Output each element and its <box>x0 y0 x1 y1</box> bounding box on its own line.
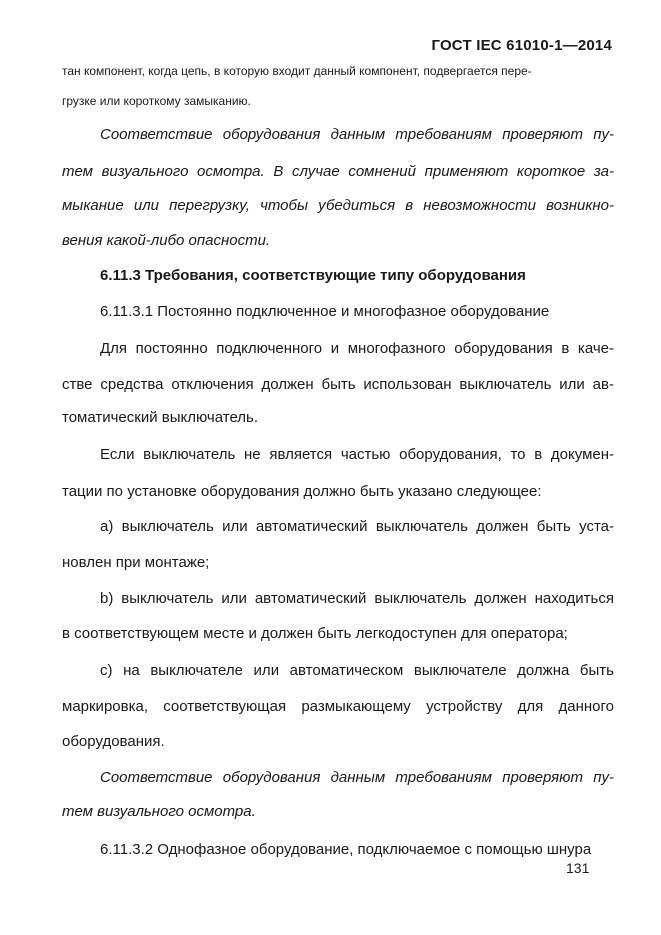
list-item-a: a) выключатель или автоматический выключатель должен быть уста- <box>100 518 614 535</box>
text-line: тан компонент, когда цепь, в которую входит данный компонент, подвергается пере- <box>62 64 532 78</box>
list-item-c: c) на выключателе или автоматическом выключателе должна быть <box>100 662 614 679</box>
text-line: вения какой-либо опасности. <box>62 232 271 249</box>
page-number: 131 <box>566 860 590 876</box>
standard-designation: ГОСТ IEC 61010-1—2014 <box>431 37 612 54</box>
subsection-heading: 6.11.3.1 Постоянно подключенное и многофазное оборудование <box>100 303 550 320</box>
list-item-b: b) выключатель или автоматический выключатель должен находиться <box>100 590 614 607</box>
text-line: в соответствующем месте и должен быть легкодоступен для оператора; <box>62 625 568 642</box>
text-line: тации по установке оборудования должно быть указано следующее: <box>62 483 542 500</box>
subsection-heading: 6.11.3.2 Однофазное оборудование, подключаемое с помощью шнура <box>100 841 592 858</box>
text-line: новлен при монтаже; <box>62 554 210 571</box>
text-line: Для постоянно подключенного и многофазного оборудования в каче- <box>100 340 614 357</box>
text-line: Соответствие оборудования данным требованиям проверяют пу- <box>100 126 614 143</box>
text-line: тем визуального осмотра. <box>62 803 256 820</box>
text-line: тем визуального осмотра. В случае сомнений применяют короткое за- <box>62 163 614 180</box>
text-line: маркировка, соответствующая размыкающему устройству для данного <box>62 698 614 715</box>
text-line: Соответствие оборудования данным требованиям проверяют пу- <box>100 769 614 786</box>
text-line: стве средства отключения должен быть использован выключатель или ав- <box>62 376 614 393</box>
text-line: мыкание или перегрузку, чтобы убедиться в невозможности возникно- <box>62 197 614 214</box>
text-line: Если выключатель не является частью оборудования, то в докумен- <box>100 446 614 463</box>
text-line: томатический выключатель. <box>62 409 259 426</box>
text-line: грузке или короткому замыканию. <box>62 94 251 108</box>
text-line: оборудования. <box>62 733 165 750</box>
section-heading: 6.11.3 Требования, соответствующие типу оборудования <box>100 267 526 284</box>
